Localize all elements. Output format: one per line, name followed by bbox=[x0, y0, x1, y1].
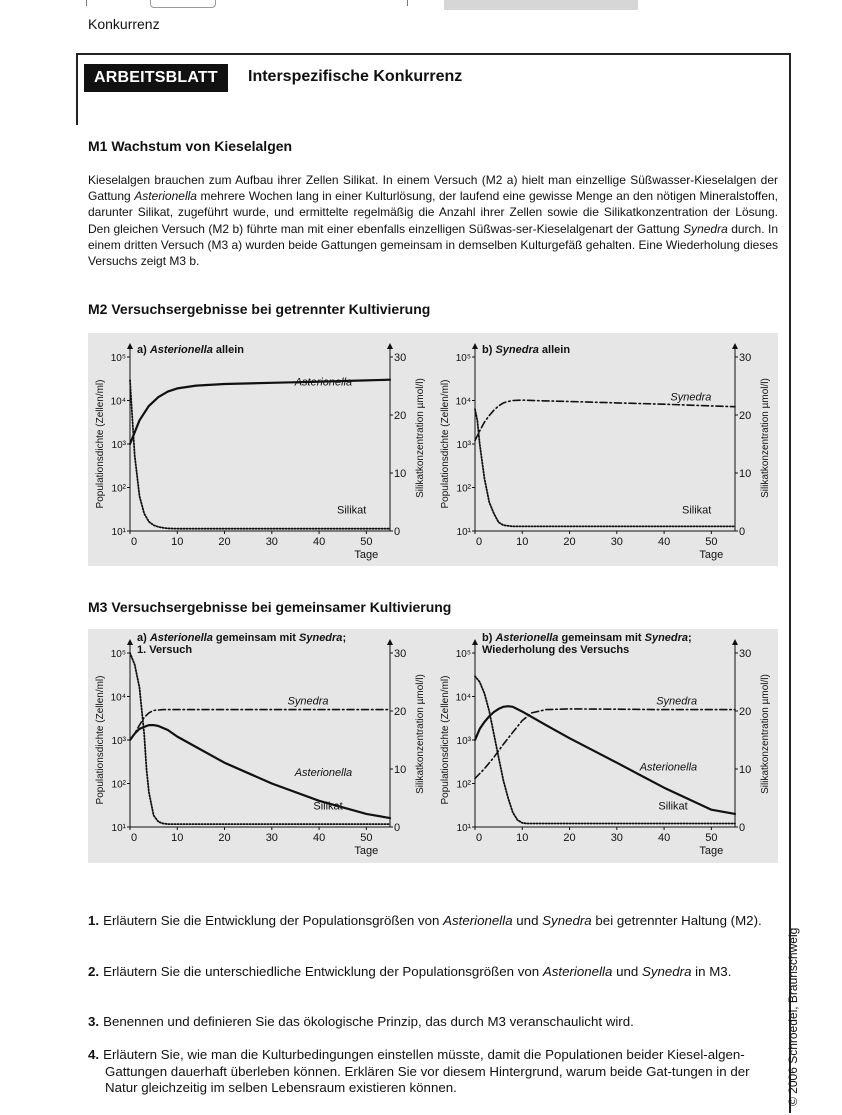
question-text: Synedra bbox=[641, 964, 692, 979]
question-1 bbox=[88, 913, 775, 930]
y-axis-arrow bbox=[387, 343, 393, 349]
y-tick-label: 10² bbox=[111, 779, 126, 791]
y-tick-label: 10⁵ bbox=[455, 353, 471, 364]
frame-left-notch bbox=[76, 53, 78, 125]
x-tick-label: 0 bbox=[130, 536, 138, 548]
chart-title bbox=[482, 344, 570, 356]
y-tick-label: 10⁴ bbox=[110, 396, 126, 408]
y-tick-label: 10⁴ bbox=[110, 692, 126, 704]
y-tick-label: 10³ bbox=[456, 736, 471, 747]
question-text: und bbox=[512, 913, 543, 928]
x-tick-label: 30 bbox=[610, 536, 623, 548]
y-axis-arrow bbox=[127, 639, 133, 645]
chart-title-part: b) bbox=[482, 344, 496, 356]
series-label: Asterionella bbox=[294, 376, 353, 389]
y-axis-label-left: Populationsdichte (Zellen/ml) bbox=[440, 379, 451, 509]
worksheet-title: Interspezifische Konkurrenz bbox=[248, 68, 463, 85]
y-right-tick-label: 10 bbox=[394, 468, 407, 480]
x-tick-label: 40 bbox=[312, 536, 326, 548]
y-axis-arrow bbox=[472, 639, 478, 645]
question-text: Erläutern Sie, wie man die Kulturbedingungen einstellen müsste, damit die Populationen beider Kiesel-algen-Gattungen dauerhaft überleben können. Erklären Sie vor diesem Hintergrund, warum beide Gat-tungen in der Natur gleichzeitig im selben Lebensraum existieren können. bbox=[103, 1047, 750, 1095]
y-right-tick-label: 10 bbox=[739, 764, 752, 776]
question-number: 2. bbox=[88, 964, 100, 979]
chart-title-part: b) bbox=[482, 632, 496, 644]
y-right-tick-label: 30 bbox=[739, 648, 752, 660]
x-tick-label: 20 bbox=[218, 536, 231, 548]
x-tick-label: 30 bbox=[610, 832, 623, 844]
x-tick-label: 30 bbox=[265, 832, 278, 844]
series-label: Silikat bbox=[682, 504, 712, 517]
y-tick-label: 10³ bbox=[111, 440, 126, 451]
genus-synedra: Synedra bbox=[683, 221, 728, 236]
y-right-tick-label: 30 bbox=[739, 352, 752, 364]
y-axis-arrow bbox=[127, 343, 133, 349]
y-right-tick-label: 30 bbox=[394, 648, 407, 660]
m1-title: M1 Wachstum von Kieselalgen bbox=[88, 138, 293, 154]
x-tick-label: 40 bbox=[312, 832, 326, 844]
chart-title-part: ; bbox=[342, 632, 347, 644]
question-text: Asterionella bbox=[542, 964, 613, 979]
chart-3 bbox=[95, 632, 426, 857]
question-text: bei getrennter Haltung (M2). bbox=[591, 913, 762, 928]
chart-title-part: a) bbox=[137, 632, 150, 644]
chart-title-part: gemeinsam mit bbox=[558, 632, 645, 644]
y-tick-label: 10² bbox=[111, 483, 126, 495]
series-line-asterionella bbox=[130, 380, 390, 444]
question-number: 4. bbox=[88, 1047, 100, 1062]
y-tick-label: 10⁴ bbox=[455, 396, 471, 408]
series-label: Synedra bbox=[287, 695, 329, 708]
copyright-notice: © 2006 Schroedel, Braunschweig bbox=[786, 927, 800, 1106]
m2-charts bbox=[88, 333, 778, 566]
y-right-tick-label: 0 bbox=[394, 822, 401, 834]
x-axis-label: Tage bbox=[699, 845, 724, 857]
x-tick-label: 0 bbox=[475, 832, 483, 844]
toolbar-search-box[interactable] bbox=[444, 0, 638, 10]
chart-title bbox=[137, 344, 244, 356]
series-line-synedra bbox=[475, 400, 735, 441]
y-axis-label-left: Populationsdichte (Zellen/ml) bbox=[95, 379, 106, 509]
y-tick-label: 10⁵ bbox=[455, 649, 471, 660]
y-axis-label-right: Silikatkonzentration µmol/l) bbox=[415, 674, 426, 794]
y-right-tick-label: 20 bbox=[739, 706, 752, 718]
page-number-field[interactable] bbox=[150, 0, 216, 8]
m1-text-3: durch. In einem dritten Versuch (M3 a) wurden beide Gattungen gemeinsam in demselben Kulturgefäß gehalten. Eine Wiederholung dieses Versuchs zeigt M3 b. bbox=[88, 221, 778, 269]
chart-title bbox=[137, 632, 346, 644]
series-label: Synedra bbox=[670, 391, 712, 404]
x-tick-label: 20 bbox=[218, 832, 231, 844]
y-tick-label: 10¹ bbox=[456, 823, 471, 834]
chart-title-part: Asterionella bbox=[495, 632, 559, 644]
x-tick-label: 10 bbox=[516, 536, 529, 548]
series-label: Silikat bbox=[313, 800, 343, 813]
chart-2 bbox=[440, 343, 771, 561]
y-right-tick-label: 0 bbox=[394, 526, 401, 538]
y-tick-label: 10³ bbox=[456, 440, 471, 451]
y-tick-label: 10¹ bbox=[456, 527, 471, 538]
y-right-tick-label: 10 bbox=[394, 764, 407, 776]
toolbar-separator bbox=[86, 0, 87, 6]
question-number: 3. bbox=[88, 1014, 100, 1029]
series-line-silikat bbox=[130, 653, 390, 824]
x-axis-label: Tage bbox=[354, 845, 379, 857]
series-label: Synedra bbox=[656, 695, 698, 708]
genus-asterionella: Asterionella bbox=[134, 189, 197, 204]
question-text: Asterionella bbox=[443, 913, 513, 928]
m1-paragraph bbox=[88, 172, 778, 269]
y-axis-label-right: Silikatkonzentration µmol/l) bbox=[760, 378, 771, 498]
x-tick-label: 50 bbox=[360, 832, 373, 844]
y-right-tick-label: 20 bbox=[739, 410, 752, 422]
x-tick-label: 10 bbox=[171, 832, 184, 844]
x-tick-label: 10 bbox=[516, 832, 529, 844]
x-axis-label: Tage bbox=[354, 549, 379, 561]
y-axis-arrow bbox=[387, 639, 393, 645]
x-tick-label: 20 bbox=[563, 536, 576, 548]
question-text: und bbox=[612, 964, 642, 979]
y-tick-label: 10² bbox=[456, 483, 471, 495]
chart-title bbox=[482, 632, 692, 644]
question-4 bbox=[88, 1047, 775, 1097]
y-axis-label-right: Silikatkonzentration µmol/l) bbox=[415, 378, 426, 498]
y-right-tick-label: 20 bbox=[394, 410, 407, 422]
m2-title: M2 Versuchsergebnisse bei getrennter Kultivierung bbox=[88, 301, 431, 317]
x-tick-label: 40 bbox=[657, 832, 671, 844]
y-right-tick-label: 0 bbox=[739, 526, 746, 538]
question-3 bbox=[88, 1014, 775, 1031]
y-right-tick-label: 0 bbox=[739, 822, 746, 834]
y-axis-label-right: Silikatkonzentration µmol/l) bbox=[760, 674, 771, 794]
frame-gap bbox=[74, 125, 80, 1115]
y-right-tick-label: 10 bbox=[739, 468, 752, 480]
m1-text-1: Kieselalgen brauchen zum Aufbau ihrer Zellen Silikat. In einem Versuch (M2 a) hielt man einzellige Süßwasser-Kieselalgen der Gattung bbox=[88, 173, 778, 204]
chart-title-part: allein bbox=[212, 344, 244, 356]
m1-text-2: mehrere Wochen lang in einer Kulturlösung, der laufend eine gewisse Menge an den nötigen Mineralstoffen, darunter Silikat, zugeführt wurde, und ermittelte regelmäßig die Anzahl ihrer Zellen sowie die Silikatkonzentration der Lösung. Den gleichen Versuch (M2 b) führte man mit einer ebenfalls einzelligen Süßwas-ser-Kieselalgenart der Gattung bbox=[88, 189, 779, 236]
y-tick-label: 10⁵ bbox=[110, 353, 126, 364]
chart-1 bbox=[95, 343, 426, 561]
y-right-tick-label: 30 bbox=[394, 352, 407, 364]
question-text: in M3. bbox=[691, 964, 732, 979]
question-text: Benennen und definieren Sie das ökologische Prinzip, das durch M3 veranschaulicht wird. bbox=[103, 1014, 634, 1029]
m3-chart-panel bbox=[88, 629, 778, 863]
x-tick-label: 0 bbox=[130, 832, 138, 844]
chart-title-part: allein bbox=[538, 344, 571, 356]
x-tick-label: 40 bbox=[657, 536, 671, 548]
y-tick-label: 10³ bbox=[111, 736, 126, 747]
question-text: Synedra bbox=[542, 913, 592, 928]
y-axis-label-left: Populationsdichte (Zellen/ml) bbox=[95, 675, 106, 805]
chart-title-part: Synedra bbox=[644, 632, 689, 644]
y-tick-label: 10⁴ bbox=[455, 692, 471, 704]
page-header-label: Konkurrenz bbox=[88, 16, 160, 32]
y-right-tick-label: 20 bbox=[394, 706, 407, 718]
worksheet-badge: ARBEITSBLATT bbox=[84, 64, 228, 92]
chart-title-part: ; bbox=[688, 632, 692, 644]
x-tick-label: 50 bbox=[360, 536, 373, 548]
chart-title-part: Asterionella bbox=[149, 344, 213, 356]
chart-subtitle: Wiederholung des Versuchs bbox=[482, 644, 630, 656]
toolbar-separator bbox=[407, 0, 408, 6]
m3-title: M3 Versuchsergebnisse bei gemeinsamer Kultivierung bbox=[88, 599, 452, 615]
y-axis-label-left: Populationsdichte (Zellen/ml) bbox=[440, 675, 451, 805]
chart-4 bbox=[440, 632, 771, 857]
series-label: Silikat bbox=[337, 504, 367, 517]
y-axis-arrow bbox=[732, 343, 738, 349]
chart-title-part: Synedra bbox=[495, 344, 539, 356]
y-axis-arrow bbox=[472, 343, 478, 349]
chart-title-part: Synedra bbox=[299, 632, 343, 644]
series-line-asterionella bbox=[475, 706, 735, 814]
x-tick-label: 50 bbox=[705, 832, 718, 844]
chart-title-part: gemeinsam mit bbox=[212, 632, 300, 644]
series-line-synedra bbox=[130, 710, 390, 740]
question-number: 1. bbox=[88, 913, 100, 928]
x-tick-label: 30 bbox=[265, 536, 278, 548]
series-label: Asterionella bbox=[639, 761, 698, 774]
y-axis-arrow bbox=[732, 639, 738, 645]
browser-toolbar-fragment bbox=[0, 0, 842, 10]
x-tick-label: 20 bbox=[563, 832, 576, 844]
question-text: Erläutern Sie die unterschiedliche Entwicklung der Populationsgrößen von bbox=[103, 964, 543, 979]
x-tick-label: 10 bbox=[171, 536, 184, 548]
m3-charts bbox=[88, 629, 778, 863]
chart-title-part: a) bbox=[137, 344, 150, 356]
y-tick-label: 10¹ bbox=[111, 527, 126, 538]
question-text: Erläutern Sie die Entwicklung der Populationsgrößen von bbox=[103, 913, 444, 928]
question-2 bbox=[88, 964, 775, 981]
chart-subtitle: 1. Versuch bbox=[137, 644, 193, 656]
m2-chart-panel bbox=[88, 333, 778, 566]
y-tick-label: 10⁵ bbox=[110, 649, 126, 660]
x-tick-label: 50 bbox=[705, 536, 718, 548]
x-axis-label: Tage bbox=[699, 549, 724, 561]
series-label: Asterionella bbox=[294, 766, 353, 779]
y-tick-label: 10¹ bbox=[111, 823, 126, 834]
x-tick-label: 0 bbox=[475, 536, 483, 548]
chart-title-part: Asterionella bbox=[149, 632, 213, 644]
series-label: Silikat bbox=[658, 800, 688, 813]
y-tick-label: 10² bbox=[456, 779, 471, 791]
